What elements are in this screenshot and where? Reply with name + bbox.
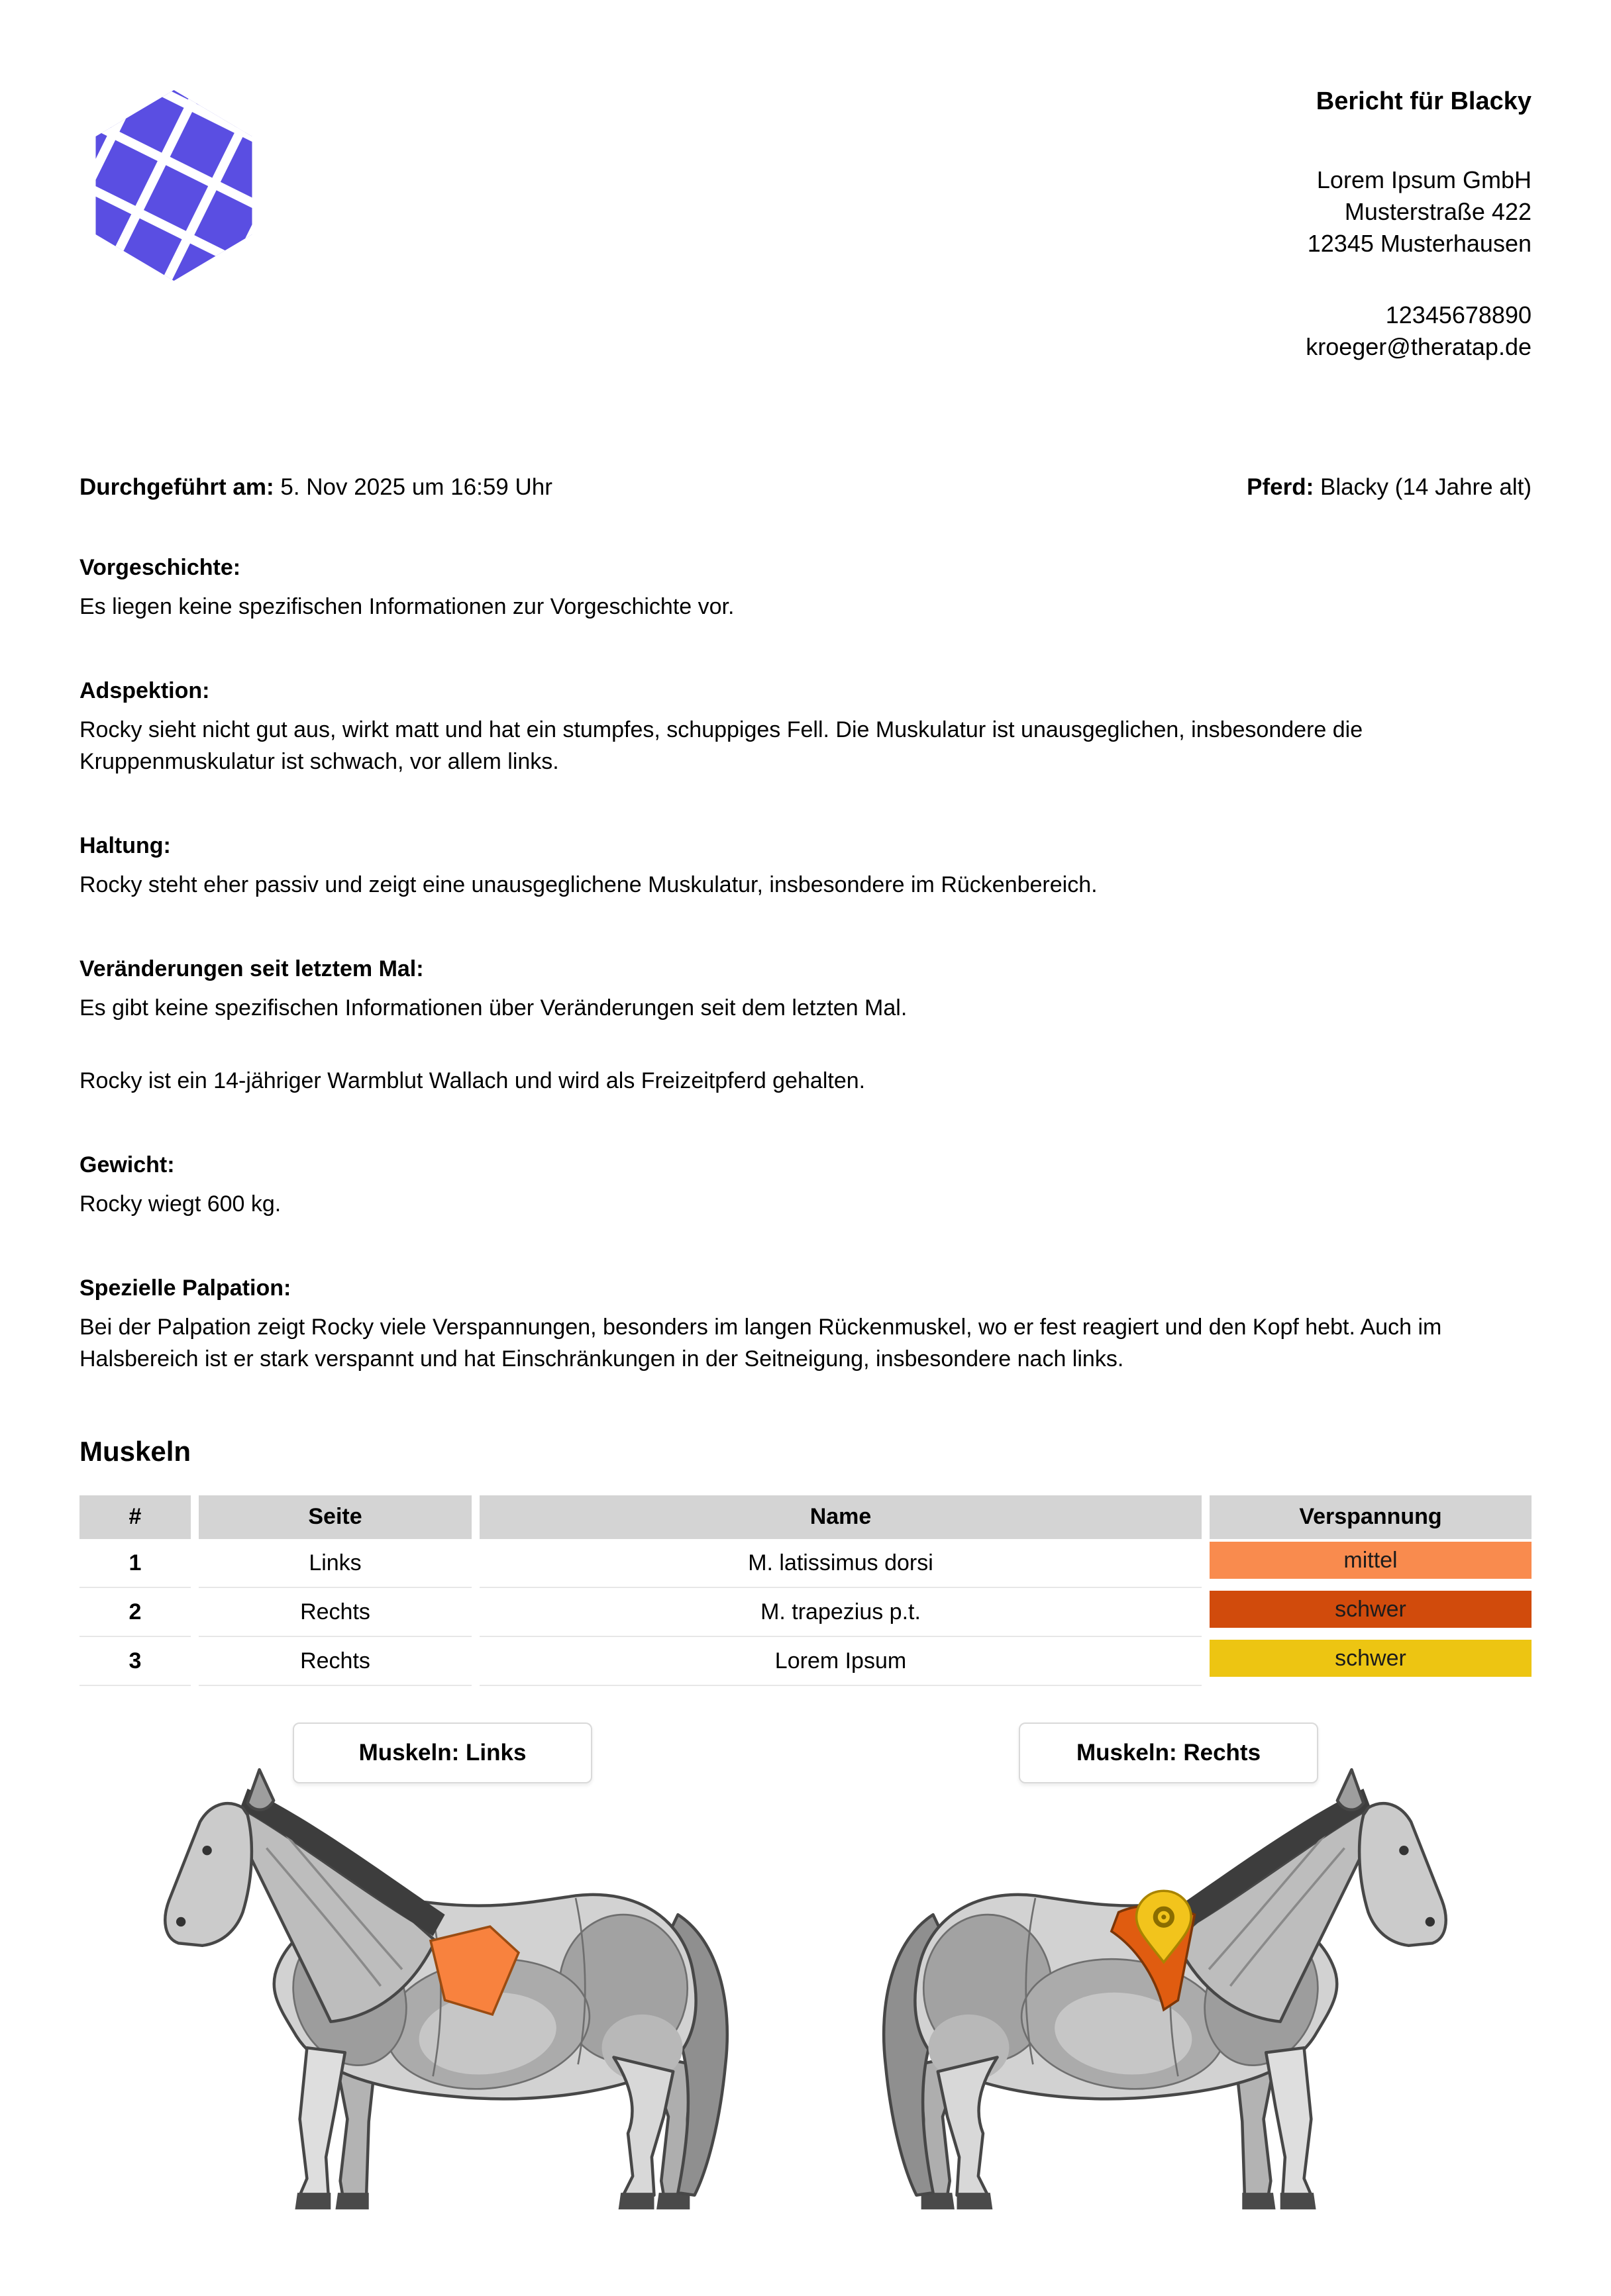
section-body: Rocky sieht nicht gut aus, wirkt matt und hat ein stumpfes, schuppiges Fell. Die Muskulatur ist unausgeglichen, insbesondere die Kruppenmuskulatur ist schwach, vor allem links. (79, 717, 1363, 774)
row-name: M. trapezius p.t. (480, 1588, 1202, 1637)
section-body: Es gibt keine spezifischen Informationen über Veränderungen seit dem letzten Mal. (79, 995, 908, 1021)
meta-row (79, 474, 1532, 501)
section-veraenderungen (79, 954, 1532, 1097)
hexagon-lattice-icon (79, 86, 268, 285)
row-name: M. latissimus dorsi (480, 1539, 1202, 1588)
performed-at-label: Durchgeführt am: (79, 474, 274, 500)
company-email: kroeger@theratap.de (1306, 333, 1532, 360)
col-header-num: # (79, 1495, 191, 1539)
tension-badge: schwer (1210, 1640, 1532, 1677)
company-phone: 12345678890 (1385, 301, 1532, 328)
company-street: Musterstraße 422 (1344, 198, 1532, 225)
performed-at-value: 5. Nov 2025 um 16:59 Uhr (274, 474, 552, 500)
row-tension (1210, 1588, 1532, 1637)
col-header-side: Seite (199, 1495, 472, 1539)
section-adspektion (79, 675, 1532, 777)
company-logo (79, 86, 268, 285)
row-num: 1 (79, 1539, 191, 1588)
muscle-diagrams (79, 1722, 1532, 2228)
horse-label: Pferd: (1247, 474, 1314, 500)
row-name: Lorem Ipsum (480, 1637, 1202, 1686)
row-tension (1210, 1637, 1532, 1686)
section-palpation (79, 1273, 1532, 1375)
tension-badge: schwer (1210, 1591, 1532, 1628)
section-body: Rocky steht eher passiv und zeigt eine unausgeglichene Muskulatur, insbesondere im Rückenbereich. (79, 872, 1098, 897)
section-heading: Veränderungen seit letztem Mal: (79, 956, 424, 981)
section-heading: Haltung: (79, 833, 171, 858)
horse-description-note: Rocky ist ein 14-jähriger Warmblut Wallach und wird als Freizeitpferd gehalten. (79, 1068, 866, 1093)
col-header-tension: Verspannung (1210, 1495, 1532, 1539)
section-heading: Spezielle Palpation: (79, 1275, 291, 1301)
table-header-row (79, 1495, 1532, 1539)
muscles-table (79, 1495, 1532, 1686)
tension-badge: mittel (1210, 1542, 1532, 1579)
muscles-title: Muskeln (79, 1436, 191, 1467)
table-row (79, 1637, 1532, 1686)
section-haltung (79, 830, 1532, 901)
report-header (79, 86, 1532, 363)
header-info (1306, 86, 1532, 363)
section-heading: Vorgeschichte: (79, 555, 241, 580)
col-header-name: Name (480, 1495, 1202, 1539)
row-side: Rechts (199, 1588, 472, 1637)
company-address (1306, 164, 1532, 260)
section-gewicht (79, 1150, 1532, 1220)
table-row (79, 1539, 1532, 1588)
diagram-title-rechts: Muskeln: Rechts (1019, 1722, 1318, 1783)
row-side: Rechts (199, 1637, 472, 1686)
horse-illustration-right (824, 1765, 1513, 2228)
performed-at (79, 474, 552, 501)
section-heading: Gewicht: (79, 1152, 175, 1177)
section-heading: Adspektion: (79, 678, 210, 703)
company-contact (1306, 299, 1532, 363)
section-vorgeschichte (79, 552, 1532, 623)
section-body: Rocky wiegt 600 kg. (79, 1191, 282, 1217)
section-body: Bei der Palpation zeigt Rocky viele Verspannungen, besonders im langen Rückenmuskel, wo er fest reagiert und den Kopf hebt. Auch im Halsbereich ist er stark verspannt und hat Einschränkungen in der Seitneigung, insbesondere nach links. (79, 1315, 1442, 1372)
diagram-left (79, 1722, 806, 2228)
row-num: 2 (79, 1588, 191, 1637)
row-tension (1210, 1539, 1532, 1588)
company-city: 12345 Musterhausen (1307, 230, 1532, 257)
company-name: Lorem Ipsum GmbH (1316, 166, 1532, 193)
horse-value: Blacky (14 Jahre alt) (1314, 474, 1532, 500)
table-row (79, 1588, 1532, 1637)
diagram-right (806, 1722, 1532, 2228)
section-body: Es liegen keine spezifischen Informationen zur Vorgeschichte vor. (79, 594, 735, 619)
row-num: 3 (79, 1637, 191, 1686)
diagram-title-links: Muskeln: Links (293, 1722, 592, 1783)
report-sections (79, 552, 1532, 1375)
row-side: Links (199, 1539, 472, 1588)
horse-info (1247, 474, 1532, 501)
report-title: Bericht für Blacky (1316, 87, 1532, 115)
horse-illustration-left (98, 1765, 787, 2228)
